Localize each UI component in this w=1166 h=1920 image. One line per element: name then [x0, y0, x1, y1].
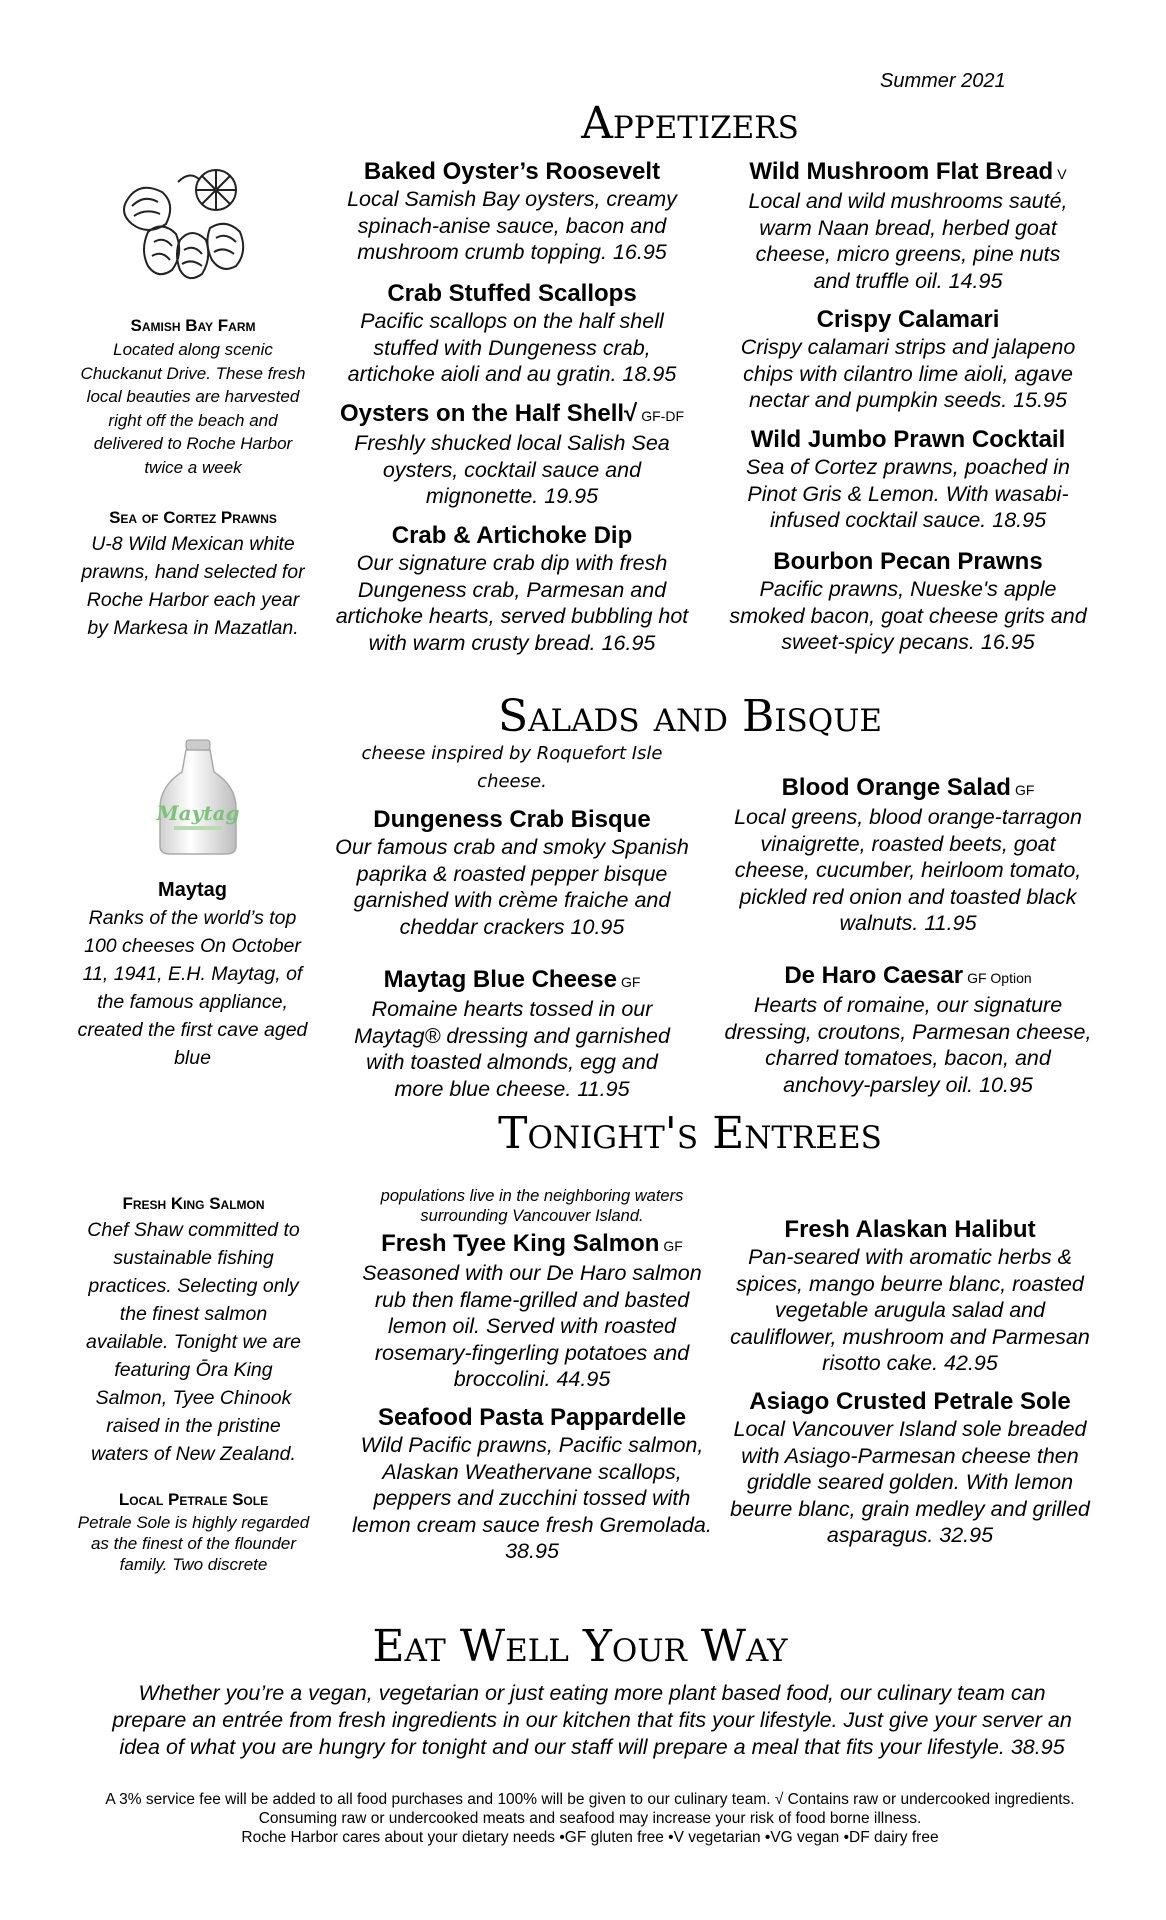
salad-item — [720, 774, 1096, 937]
sidebar-samish-title: Samish Bay Farm — [130, 316, 256, 335]
item-name: Crispy Calamari — [816, 306, 1000, 333]
item-name: Wild Jumbo Prawn Cocktail — [750, 426, 1066, 453]
item-desc: Pacific prawns, Nueske's apple smoked bacon, goat cheese grits and sweet-spicy pecans. 16.95 — [729, 577, 1087, 654]
salad-item — [332, 806, 692, 940]
item-name: Baked Oyster’s Roosevelt — [363, 158, 661, 185]
item-name: Fresh Tyee King Salmon GF — [381, 1230, 683, 1257]
eat-well-text: Whether you’re a vegan, vegetarian or just eating more plant based food, our culinary team can prepare an entrée from fresh ingredients in our kitchen that fits your lifestyle. Just give your server an idea of what you are hungry for tonight and our staff will prepare a meal that fits your lifestyle. 38.95 — [112, 1681, 1072, 1759]
item-name: Bourbon Pecan Prawns — [773, 548, 1043, 575]
entree-item — [352, 1404, 712, 1565]
item-tag: GF — [663, 1238, 683, 1254]
sidebar-maytag-text: Ranks of the world’s top 100 cheeses On October 11, 1941, E.H. Maytag, of the famous appliance, created the first cave aged blue — [77, 907, 308, 1069]
item-name: Maytag Blue Cheese GF — [383, 966, 641, 993]
item-name: Blood Orange Salad GF — [781, 774, 1035, 801]
item-desc: Local Vancouver Island sole breaded with Asiago-Parmesan cheese then griddle seared golden. With lemon beurre blanc, grain medley and grilled asparagus. 32.95 — [730, 1417, 1090, 1547]
salads-heading: Salads and Bisque — [498, 691, 882, 742]
item-desc: Our signature crab dip with fresh Dungeness crab, Parmesan and artichoke hearts, served bubbling hot with warm crusty bread. 16.95 — [335, 551, 689, 655]
sidebar-salmon-title: Fresh King Salmon — [122, 1194, 265, 1213]
item-tag: GF — [620, 974, 641, 990]
item-name: Crab Stuffed Scallops — [387, 280, 637, 307]
item-desc: Our famous crab and smoky Spanish paprika & roasted pepper bisque garnished with crème fraiche and cheddar crackers 10.95 — [335, 835, 689, 939]
eat-well-heading: Eat Well Your Way — [372, 1621, 788, 1672]
sidebar-samish — [78, 314, 308, 479]
item-name: Dungeness Crab Bisque — [373, 806, 651, 833]
item-tag: GF — [1014, 782, 1035, 798]
appetizer-item — [322, 400, 702, 510]
item-desc: Pan-seared with aromatic herbs & spices, mango beurre blanc, roasted vegetable arugula salad and cauliflower, mushroom and Parmesan risotto cake. 42.95 — [730, 1245, 1090, 1375]
item-name: Seafood Pasta Pappardelle — [377, 1404, 687, 1431]
item-desc: Hearts of romaine, our signature dressing, croutons, Parmesan cheese, charred tomatoes, bacon, and anchovy-parsley oil. 10.95 — [724, 993, 1092, 1097]
item-tag: GF-DF — [641, 408, 684, 424]
sidebar-maytag — [70, 876, 315, 1072]
sidebar-maytag-title: Maytag — [158, 879, 227, 901]
oyster-illustration — [118, 162, 258, 292]
sidebar-cortez-text: U-8 Wild Mexican white prawns, hand selected for Roche Harbor each year by Markesa in Mazatlan. — [81, 533, 305, 639]
maytag-bottle-label: Maytag — [156, 801, 240, 825]
entrees-heading: Tonight's Entrees — [498, 1108, 882, 1159]
entrees-continued-text: populations live in the neighboring waters surrounding Vancouver Island. — [380, 1187, 684, 1225]
item-desc: Crispy calamari strips and jalapeno chips with cilantro lime aioli, agave nectar and pumpkin seeds. 15.95 — [740, 335, 1076, 412]
item-desc: Pacific scallops on the half shell stuffed with Dungeness crab, artichoke aioli and au gratin. 18.95 — [347, 309, 677, 386]
salad-item — [332, 966, 692, 1102]
item-desc: Wild Pacific prawns, Pacific salmon, Alaskan Weathervane scallops, peppers and zucchini tossed with lemon cream sauce fresh Gremolada. 38.95 — [352, 1433, 712, 1563]
sidebar-cortez — [78, 506, 308, 642]
entree-item — [352, 1230, 712, 1393]
dietary-legend: Roche Harbor cares about your dietary needs •GF gluten free •V vegetarian •VG vegan •DF dairy free — [241, 1829, 939, 1846]
item-desc: Local and wild mushrooms sauté, warm Naan bread, herbed goat cheese, micro greens, pine nuts and truffle oil. 14.95 — [748, 189, 1068, 293]
sidebar-petrale — [76, 1488, 311, 1575]
sidebar-salmon-text: Chef Shaw committed to sustainable fishing practices. Selecting only the finest salmon available. Tonight we are featuring Ōra King Salmon, Tyee Chinook raised in the pristine waters of New Zealand. — [85, 1219, 301, 1465]
sidebar-samish-text: Located along scenic Chuckanut Drive. These fresh local beauties are harvested right off the beach and delivered to Roche Harbor twice a week — [80, 340, 306, 477]
sidebar-salmon — [76, 1192, 311, 1468]
service-fee-note: A 3% service fee will be added to all food purchases and 100% will be given to our culinary team. √ Contains raw or undercooked ingredients. Consuming raw or undercooked meats and seafood may increase your risk of food borne illness. — [105, 1791, 1075, 1827]
appetizer-item — [728, 548, 1088, 656]
item-name: Asiago Crusted Petrale Sole — [749, 1388, 1071, 1415]
item-desc: Romaine hearts tossed in our Maytag® dressing and garnished with toasted almonds, egg and more blue cheese. 11.95 — [354, 997, 670, 1101]
sidebar-petrale-title: Local Petrale Sole — [118, 1490, 269, 1509]
salads-continued-text: cheese inspired by Roquefort Isle cheese. — [361, 743, 663, 792]
appetizer-item — [728, 306, 1088, 414]
appetizers-heading: Appetizers — [581, 98, 799, 149]
item-desc: Seasoned with our De Haro salmon rub then flame-grilled and basted lemon oil. Served with roasted rosemary-fingerling potatoes and broccolini. 44.95 — [362, 1261, 702, 1391]
appetizer-item — [332, 522, 692, 656]
item-name: Crab & Artichoke Dip — [391, 522, 633, 549]
salad-item — [720, 962, 1096, 1098]
item-name: De Haro Caesar GF Option — [784, 962, 1032, 989]
item-tag: V — [1057, 166, 1067, 182]
sidebar-petrale-text: Petrale Sole is highly regarded as the finest of the flounder family. Two discrete — [77, 1513, 310, 1574]
item-desc: Freshly shucked local Salish Sea oysters, cocktail sauce and mignonette. 19.95 — [354, 431, 670, 508]
appetizer-item — [332, 158, 692, 266]
item-desc: Local greens, blood orange-tarragon vinaigrette, roasted beets, goat cheese, cucumber, heirloom tomato, pickled red onion and toasted black walnuts. 11.95 — [734, 805, 1082, 935]
maytag-bottle-image — [156, 738, 240, 856]
item-desc: Sea of Cortez prawns, poached in Pinot Gris & Lemon. With wasabi-infused cocktail sauce. 18.95 — [746, 455, 1070, 532]
appetizer-item — [728, 158, 1088, 294]
entree-item — [730, 1388, 1090, 1549]
entree-item — [730, 1216, 1090, 1377]
appetizer-item — [728, 426, 1088, 534]
appetizer-item — [332, 280, 692, 388]
item-tag: GF Option — [967, 970, 1032, 986]
item-name: Fresh Alaskan Halibut — [784, 1216, 1036, 1243]
season-label: Summer 2021 — [880, 70, 1006, 92]
item-name: Wild Mushroom Flat Bread V — [749, 158, 1067, 185]
item-name: Oysters on the Half Shell√ GF-DF — [339, 400, 684, 427]
sidebar-cortez-title: Sea of Cortez Prawns — [109, 508, 277, 527]
item-desc: Local Samish Bay oysters, creamy spinach-anise sauce, bacon and mushroom crumb topping. 16.95 — [347, 187, 677, 264]
